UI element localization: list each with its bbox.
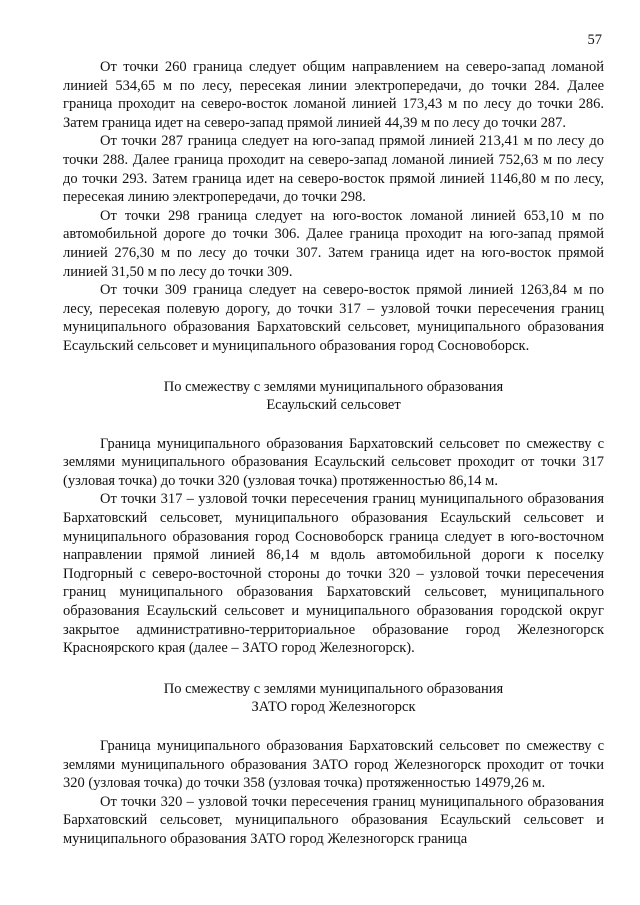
paragraph: От точки 320 – узловой точки пересечения границ муниципального образования Бархатовский сельсовет, муниципального образования Есаульский сельсовет и муниципального образования ЗАТО город Железногорск граница — [63, 793, 604, 847]
paragraph: От точки 298 граница следует на юго-восток ломаной линией 653,10 м по автомобильной дороге до точки 306. Далее граница проходит на юго-запад прямой линией 276,30 м по лесу до точки 307. Затем граница идет на юго-восток прямой линией 31,50 м по лесу до точки 309. — [63, 207, 604, 280]
paragraph: Граница муниципального образования Бархатовский сельсовет по смежеству с землями муниципального образования Есаульский сельсовет проходит от точки 317 (узловая точка) до точки 320 (узловая точка) протяженностью 86,14 м. — [63, 435, 604, 489]
section-heading-line: ЗАТО город Железногорск — [251, 699, 416, 716]
paragraph: От точки 260 граница следует общим направлением на северо-запад ломаной линией 534,65 м по лесу, пересекая линии электропередачи, до точки 284. Далее граница проходит на северо-восток ломаной линией 173,43 м по лесу до точки 286. Затем граница идет на северо-запад прямой линией 44,39 м по лесу до точки 287. — [63, 59, 604, 131]
section-heading-zheleznogorsk — [63, 680, 604, 717]
paragraph: От точки 317 – узловой точки пересечения границ муниципального образования Бархатовский сельсовет, муниципального образования Есаульский сельсовет и муниципального образования город Сосновоборск граница следует в юго-восточном направлении прямой линией 86,14 м вдоль автомобильной дороги к поселку Подгорный с северо-восточной стороны до точки 320 – узловой точки пересечения границ муниципального образования Бархатовский сельсовет, муниципального образования Есаульский сельсовет и муниципального образования городской округ закрытое административно-территориальное образование город Железногорск Красноярского края (далее – ЗАТО город Железногорск). — [63, 491, 604, 657]
section-heading-line: Есаульский сельсовет — [266, 397, 401, 414]
paragraph: Граница муниципального образования Бархатовский сельсовет по смежеству с землями муниципального образования ЗАТО город Железногорск проходит от точки 320 (узловая точка) до точки 358 (узловая точка) протяженностью 14979,26 м. — [63, 738, 604, 792]
paragraph: От точки 287 граница следует на юго-запад прямой линией 213,41 м по лесу до точки 288. Далее граница проходит на северо-запад ломаной линией 752,63 м по лесу до точки 293. Затем граница идет на северо-восток прямой линией 1146,80 м по лесу, пересекая линию электропередачи, до точки 298. — [63, 133, 604, 206]
document-body — [63, 58, 604, 849]
paragraph: От точки 309 граница следует на северо-восток прямой линией 1263,84 м по лесу, пересекая полевую дорогу, до точки 317 – узловой точки пересечения границ муниципального образования Бархатовский сельсовет, муниципального образования Есаульский сельсовет и муниципального образования город Сосновоборск. — [63, 282, 604, 354]
section-heading-line: По смежеству с землями муниципального образования — [163, 680, 504, 697]
section-heading-esaulsky — [63, 378, 604, 415]
section-heading-line: По смежеству с землями муниципального образования — [163, 378, 504, 395]
page-number: 57 — [587, 32, 602, 48]
